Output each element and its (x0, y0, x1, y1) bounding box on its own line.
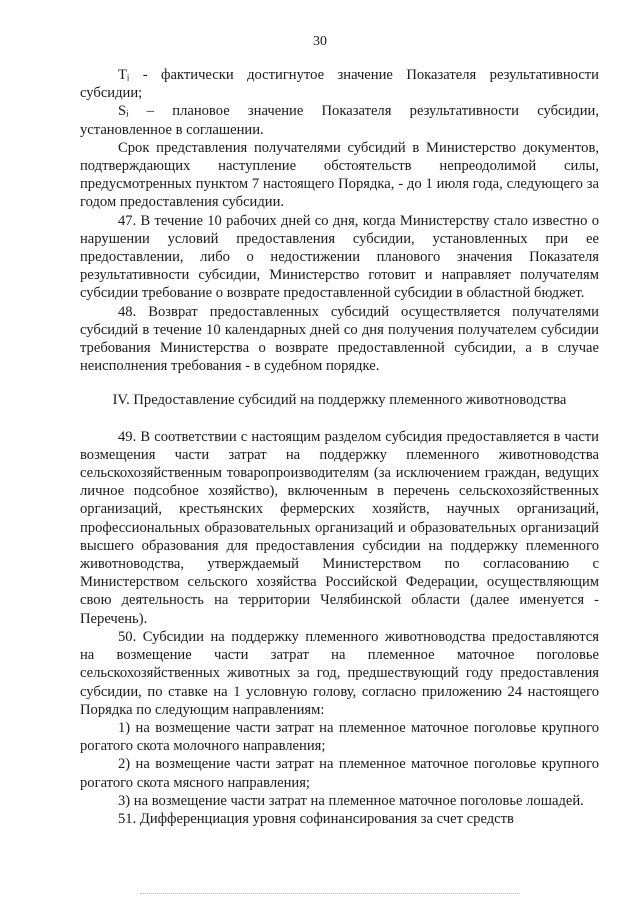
page-number: 30 (313, 34, 327, 49)
section-heading: IV. Предоставление субсидий на поддержку племенного животноводства (112, 392, 567, 409)
paragraph-48: 48. Возврат предоставленных субсидий осуществляется получателями субсидий в течение 10 календарных дней со дня получения получателем субсидии требования Министерства о возврате предоставленной субсидии, а в случае неисполнения требования - в судебном порядке. (80, 303, 599, 375)
paragraph-49: 49. В соответствии с настоящим разделом субсидия предоставляется в части возмещения части затрат на поддержку племенного животноводства сельскохозяйственным товаропроизводителям (за исключением граждан, ведущих личное подсобное хозяйство), включенным в перечень сельскохозяйственных организаций, крестьянских фермерских хозяйств, научных организаций, профессиональных образовательных организаций и образовательных организаций высшего образования для предоставления субсидии на поддержку племенного животноводства, утверждаемый Министерством по согласованию с Министерством сельского хозяйства Российской Федерации, осуществляющим свою деятельность на территории Челябинской области (далее именуется - Перечень). (80, 428, 599, 627)
paragraph-51: 51. Дифференциация уровня софинансирования за счет средств (118, 810, 514, 827)
footer-divider (140, 893, 520, 894)
paragraph-50-item-2: 2) на возмещение части затрат на племенное маточное поголовье крупного рогатого скота мясного направления; (80, 756, 599, 791)
paragraph-ti-definition: Tᵢ - фактически достигнутое значение Показателя результативности субсидии; (80, 67, 599, 102)
paragraph-50-item-1: 1) на возмещение части затрат на племенное маточное поголовье крупного рогатого скота молочного направления; (80, 719, 599, 755)
document-body (80, 66, 599, 828)
paragraph-50-item-3: 3) на возмещение части затрат на племенное маточное поголовье лошадей. (118, 792, 584, 809)
paragraph-50: 50. Субсидии на поддержку племенного животноводства предоставляются на возмещение части затрат на племенное маточное поголовье сельскохозяйственных животных за год, предшествующий году предоставления субсидии, по ставке на 1 условную голову, согласно приложению 24 настоящего Порядка по следующим направлениям: (80, 628, 599, 718)
paragraph-deadline: Срок представления получателями субсидий в Министерство документов, подтверждающих наступление обстоятельств непреодолимой силы, предусмотренных пунктом 7 настоящего Порядка, - до 1 июля года, следующего за годом предоставления субсидии. (80, 139, 599, 211)
paragraph-47: 47. В течение 10 рабочих дней со дня, когда Министерству стало известно о нарушении условий предоставления субсидии, установленных при ее предоставлении, либо о недостижении планового значения Показателя результативности субсидии, Министерство готовит и направляет получателям субсидии требование о возврате предоставленной субсидии в областной бюджет. (80, 212, 599, 302)
paragraph-si-definition: Sᵢ – плановое значение Показателя результативности субсидии, установленное в соглашении. (80, 103, 599, 138)
